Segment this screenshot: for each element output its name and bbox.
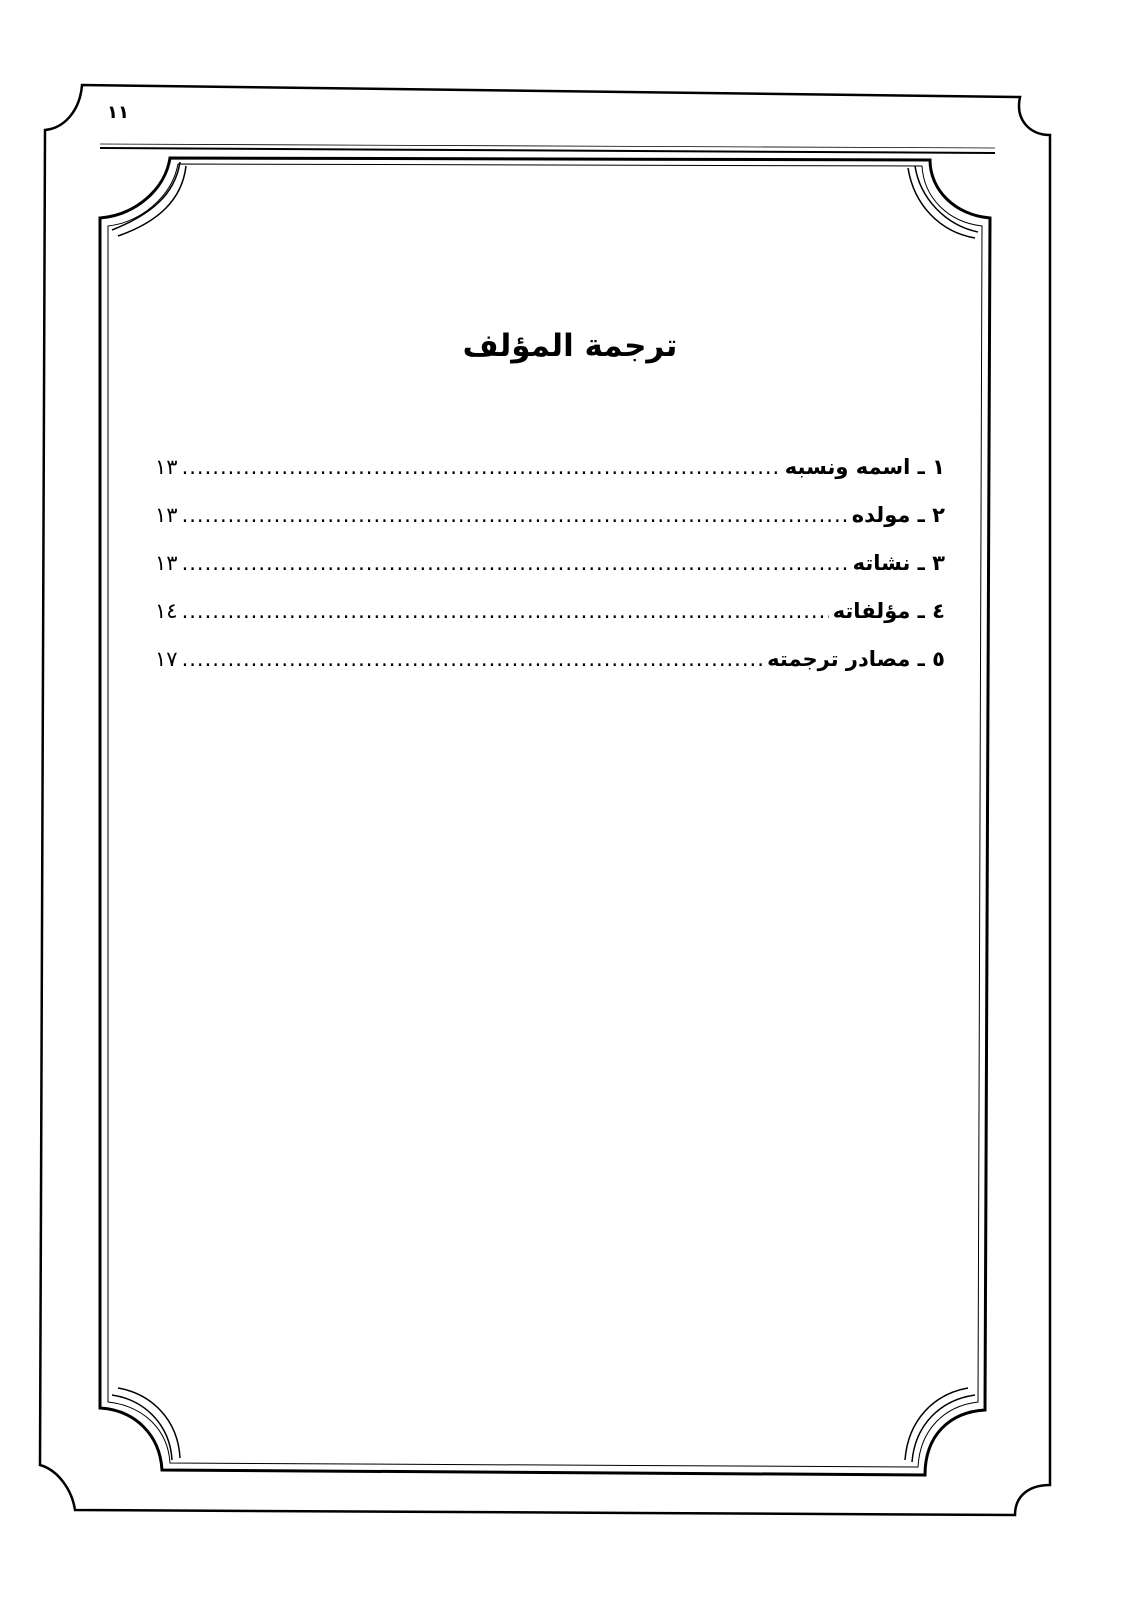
header-rule [100,148,995,153]
header-rule-thin [100,144,995,148]
toc-dot-leader [182,455,781,479]
toc-entry-page: ١٣ [155,503,178,527]
toc-dot-leader [182,503,848,527]
corner-arc-top-left [112,162,186,236]
corner-arc-bottom-left [112,1388,180,1460]
page-title: ترجمة المؤلف [462,328,678,364]
outer-frame-border [40,85,1050,1515]
table-of-contents [155,455,945,695]
toc-entry-label: ٢ ـ مولده [851,503,945,527]
toc-entry-label: ٥ ـ مصادر ترجمته [767,647,945,671]
toc-entry-page: ١٣ [155,551,178,575]
corner-arc-bottom-right [905,1388,975,1462]
toc-entry-page: ١٣ [155,455,178,479]
toc-dot-leader [182,647,764,671]
toc-entry-label: ١ ـ اسمه ونسبه [784,455,945,479]
toc-entry-label: ٤ ـ مؤلفاته [832,599,945,623]
toc-entry [155,647,945,695]
toc-entry [155,503,945,551]
toc-entry [155,599,945,647]
toc-entry-label: ٣ ـ نشاته [852,551,945,575]
corner-arc-top-right [908,166,978,238]
toc-entry [155,455,945,503]
toc-entry [155,551,945,599]
page-number: ١١ [107,102,129,123]
toc-dot-leader [182,551,849,575]
toc-dot-leader [182,599,829,623]
toc-entry-page: ١٤ [155,599,178,623]
toc-entry-page: ١٧ [155,647,178,671]
